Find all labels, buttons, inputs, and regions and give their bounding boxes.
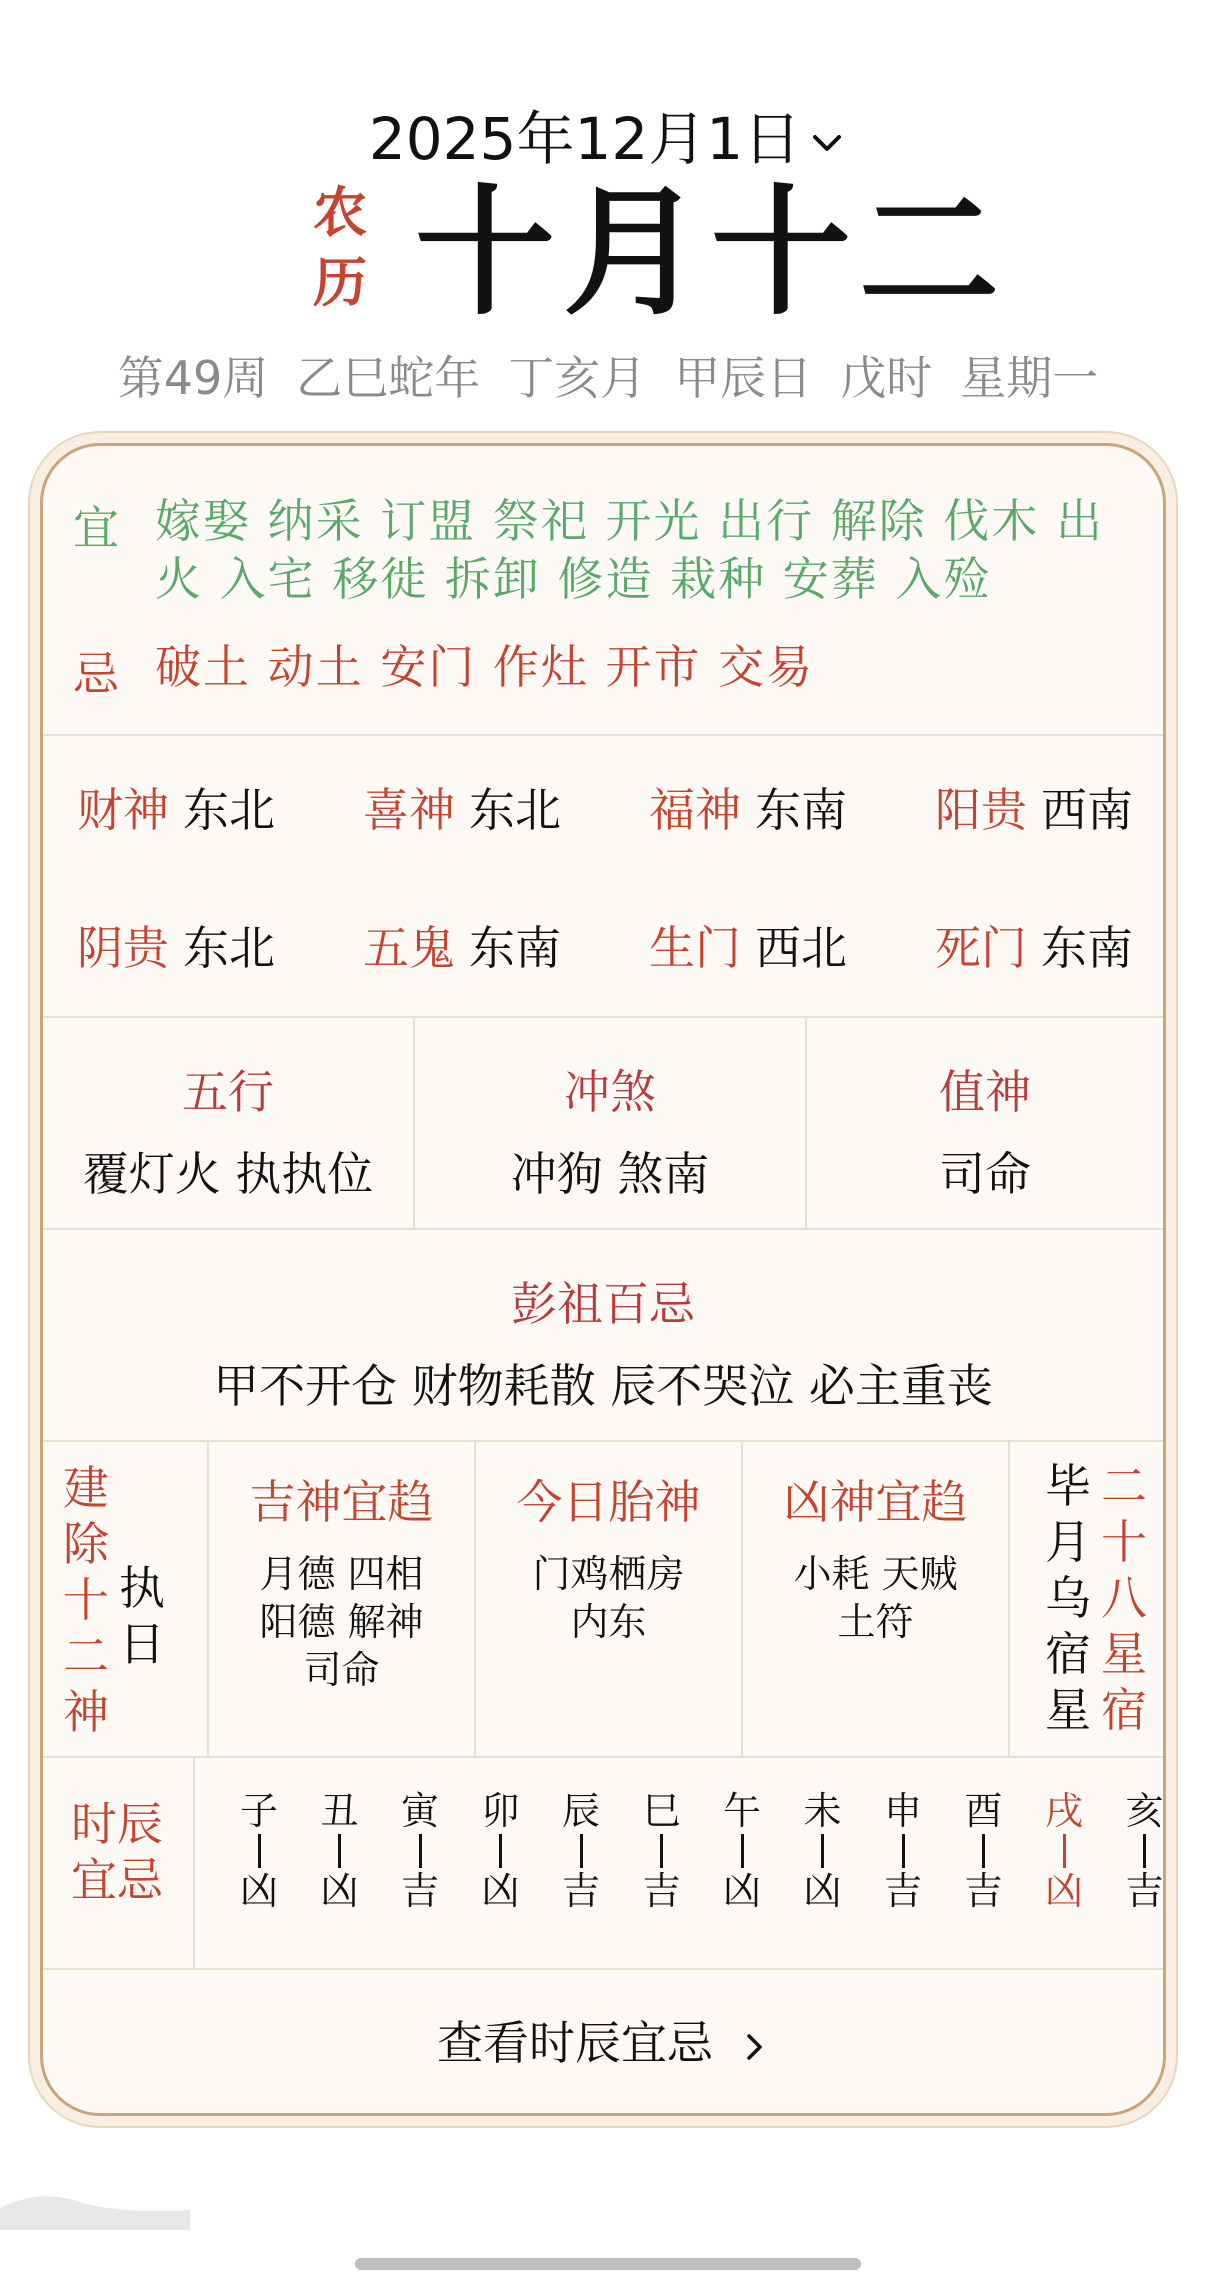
hour-verdict: 吉 [883, 1869, 922, 1913]
yi-text: 嫁娶 纳采 订盟 祭祀 开光 出行 解除 伐木 出火 入宅 移徙 拆卸 修造 栽种 安葬 入殓 [155, 494, 1104, 606]
lunar-date-row [0, 172, 1216, 335]
hour-item [392, 1788, 448, 1914]
jishen-title: 吉神宜趋 [249, 1475, 434, 1529]
lunar-date: 十月十二 [415, 172, 1008, 335]
god-name: 喜神 [363, 783, 455, 837]
hour-item [553, 1788, 609, 1914]
hour-separator [1143, 1834, 1146, 1868]
jianchu-cell [43, 1442, 209, 1756]
god-value: 东北 [469, 783, 561, 837]
date-selector[interactable] [0, 92, 1216, 176]
home-indicator[interactable] [355, 2258, 861, 2270]
hour-branch: 戌 [1044, 1789, 1083, 1833]
hour-item [714, 1788, 770, 1914]
hour-item [795, 1788, 851, 1914]
hour-verdict: 吉 [561, 1869, 600, 1913]
hour-branch: 未 [803, 1789, 842, 1833]
hour-verdict: 凶 [803, 1869, 842, 1913]
jianchu-value [117, 1560, 167, 1672]
jishen-cell [209, 1442, 476, 1756]
hour-separator [338, 1834, 341, 1868]
god-direction [935, 912, 1133, 978]
god-name: 福神 [649, 783, 741, 837]
hour-separator [1063, 1834, 1066, 1868]
hour-separator [982, 1834, 985, 1868]
god-direction [649, 912, 847, 978]
god-name: 财神 [77, 783, 169, 837]
god-direction [935, 774, 1133, 840]
hour-branch: 午 [722, 1789, 761, 1833]
view-hours-label: 查看时辰宜忌 [437, 2016, 713, 2070]
hour-branch: 巳 [642, 1789, 681, 1833]
chongsha-cell [415, 1018, 807, 1228]
jishen-text: 月德 四相 阳德 解神 司命 [259, 1552, 424, 1692]
xiu-label-text: 二十八星宿 [1101, 1459, 1147, 1737]
taishen-title: 今日胎神 [516, 1475, 701, 1529]
god-value: 东南 [1041, 921, 1133, 975]
pengzu-section [43, 1230, 1163, 1442]
hour-verdict: 凶 [722, 1869, 761, 1913]
god-direction [363, 774, 561, 840]
wuxing-cell [43, 1018, 415, 1228]
chongsha-value: 冲狗 煞南 [510, 1147, 710, 1201]
god-value: 东北 [183, 783, 275, 837]
hour-item [634, 1788, 690, 1914]
yi-label: 宜 [73, 501, 119, 555]
jianchu-value-text: 执日 [119, 1561, 165, 1671]
god-value: 东南 [469, 921, 561, 975]
god-value: 东南 [755, 783, 847, 837]
hour-item [473, 1788, 529, 1914]
hour-branch: 卯 [481, 1789, 520, 1833]
xiu-label [1099, 1458, 1149, 1738]
shen-section [43, 1442, 1163, 1758]
god-name: 阴贵 [77, 921, 169, 975]
lunar-tag [310, 178, 370, 318]
hours-section [43, 1758, 1163, 1970]
god-direction [649, 774, 847, 840]
hour-verdict: 吉 [964, 1869, 1003, 1913]
hour-branch: 子 [239, 1789, 278, 1833]
hour-verdict: 吉 [642, 1869, 681, 1913]
god-direction [77, 912, 275, 978]
hour-item [1036, 1788, 1092, 1914]
jianchu-label-text: 建除十二神 [63, 1461, 109, 1739]
hour-ganzhi: 戊时 [840, 351, 933, 405]
zhishen-value: 司命 [939, 1147, 1031, 1201]
taishen-cell [476, 1442, 743, 1756]
hour-separator [660, 1834, 663, 1868]
god-name: 阳贵 [935, 783, 1027, 837]
hour-separator [580, 1834, 583, 1868]
xiongshen-cell [743, 1442, 1010, 1756]
pengzu-title: 彭祖百忌 [511, 1277, 695, 1331]
hour-item [231, 1788, 287, 1914]
xiu-value [1043, 1458, 1093, 1738]
god-name: 五鬼 [363, 921, 455, 975]
hour-separator [821, 1834, 824, 1868]
hour-separator [902, 1834, 905, 1868]
hours-divider [193, 1758, 195, 1968]
god-value: 东北 [183, 921, 275, 975]
hours-label: 时辰宜忌 [71, 1797, 163, 1907]
hour-separator [258, 1834, 261, 1868]
hour-verdict: 凶 [320, 1869, 359, 1913]
zhishen-title: 值神 [939, 1065, 1031, 1119]
hour-verdict: 凶 [239, 1869, 278, 1913]
pengzu-text: 甲不开仓 财物耗散 辰不哭泣 必主重丧 [213, 1359, 993, 1413]
ji-text: 破土 动土 安门 作灶 开市 交易 [155, 640, 815, 694]
hour-branch: 丑 [320, 1789, 359, 1833]
yi-ji-section [43, 446, 1163, 736]
hour-item [312, 1788, 368, 1914]
god-name: 死门 [935, 921, 1027, 975]
day-ganzhi: 甲辰日 [674, 351, 813, 405]
hour-item [956, 1788, 1012, 1914]
hour-branch: 亥 [1125, 1789, 1164, 1833]
hour-verdict: 吉 [400, 1869, 439, 1913]
jianchu-label [61, 1460, 111, 1740]
god-name: 生门 [649, 921, 741, 975]
hour-separator [419, 1834, 422, 1868]
decorative-mountain-icon [0, 2180, 190, 2230]
hour-verdict: 凶 [481, 1869, 520, 1913]
ji-label: 忌 [73, 647, 119, 701]
directions-section [43, 736, 1163, 1018]
xiongshen-title: 凶神宜趋 [783, 1475, 968, 1529]
god-direction [77, 774, 275, 840]
wuxing-value: 覆灯火 执执位 [82, 1147, 374, 1201]
date-subline [0, 342, 1216, 408]
chongsha-title: 冲煞 [564, 1065, 656, 1119]
chevron-down-icon [807, 123, 847, 163]
hour-item [875, 1788, 931, 1914]
hour-separator [741, 1834, 744, 1868]
god-value: 西北 [755, 921, 847, 975]
xiu-value-text: 毕月乌宿星 [1045, 1459, 1091, 1737]
date-label: 2025年12月1日 [368, 105, 802, 173]
god-direction [363, 912, 561, 978]
hour-verdict: 吉 [1125, 1869, 1164, 1913]
hour-branch: 酉 [964, 1789, 1003, 1833]
hour-verdict: 凶 [1044, 1869, 1083, 1913]
hour-branch: 申 [883, 1789, 922, 1833]
chevron-right-icon [739, 2032, 769, 2062]
year-ganzhi: 乙巳蛇年 [296, 351, 481, 405]
hour-separator [499, 1834, 502, 1868]
hour-item [1117, 1788, 1167, 1914]
god-value: 西南 [1041, 783, 1133, 837]
xiongshen-text: 小耗 天贼 土符 [793, 1552, 958, 1644]
wuxing-title: 五行 [182, 1065, 274, 1119]
zhishen-cell [807, 1018, 1163, 1228]
hour-branch: 辰 [561, 1789, 600, 1833]
weekday: 星期一 [960, 351, 1099, 405]
hour-branch: 寅 [400, 1789, 439, 1833]
taishen-text: 门鸡栖房内东 [532, 1552, 685, 1644]
month-ganzhi: 丁亥月 [508, 351, 647, 405]
view-hours-button[interactable] [43, 1970, 1163, 2116]
lunar-tag-char: 农 [313, 181, 367, 244]
wuxing-chongsha-zhishen [43, 1018, 1163, 1230]
almanac-card [40, 443, 1166, 2116]
lunar-tag-char: 历 [313, 251, 367, 314]
week-number: 第49周 [117, 351, 269, 405]
